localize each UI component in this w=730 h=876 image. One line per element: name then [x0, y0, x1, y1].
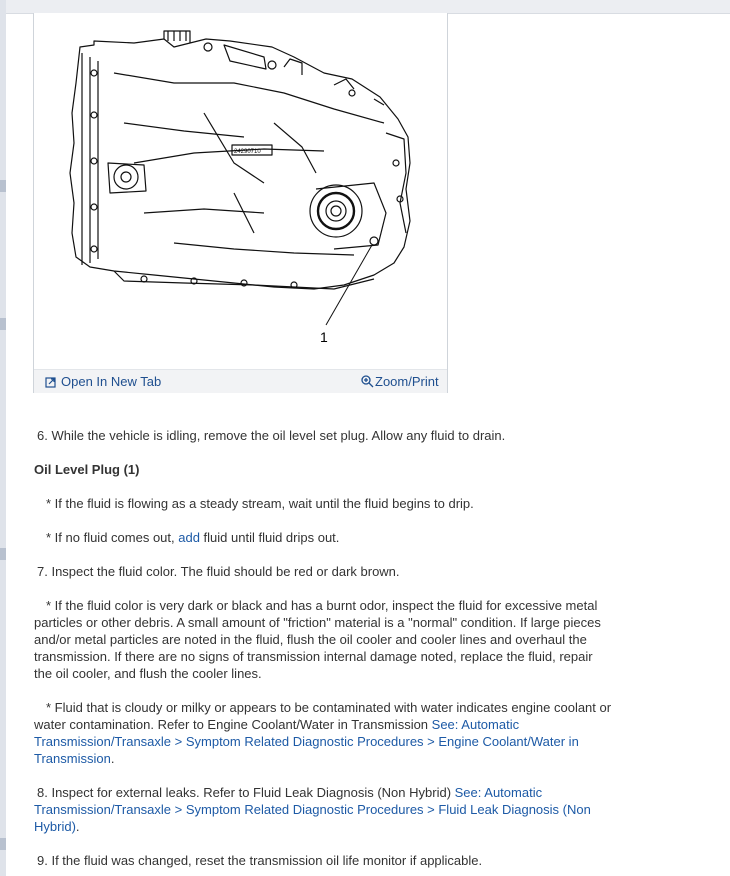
rail-marker [0, 838, 6, 850]
zoom-print-link[interactable] [361, 374, 439, 389]
rail-marker [0, 318, 6, 330]
zoom-print-label: Zoom/Print [375, 374, 439, 389]
step-8 [34, 784, 614, 835]
bullet-steady-stream: * If the fluid is flowing as a steady stream, wait until the fluid begins to drip. [46, 496, 474, 511]
figure-panel [33, 13, 448, 393]
open-in-new-tab-icon [45, 376, 57, 388]
bullet-dark-fluid: * If the fluid color is very dark or black and has a burnt odor, inspect the fluid for excessive metal particles or other debris. A small amount of "friction" material is a "normal" condition. If large pieces and/or metal particles are noted in the fluid, flush the oil cooler and cooler lines and overhaul the transmission. If there are no signs of transmission internal damage noted, replace the fluid, repair the oil cooler, and flush the cooler lines. [34, 598, 601, 681]
bullet-no-fluid-text-end: fluid until fluid drips out. [199, 530, 340, 545]
bullet-no-fluid-text: * If no fluid comes out, [46, 530, 179, 545]
procedure-content [34, 427, 614, 869]
rail-marker [0, 180, 6, 192]
bullet-cloudy-fluid [34, 699, 614, 767]
transmission-diagram [34, 13, 447, 369]
step-9: 9. If the fluid was changed, reset the transmission oil life monitor if applicable. [37, 853, 483, 868]
top-toolbar [6, 0, 730, 14]
step-6: 6. While the vehicle is idling, remove the oil level set plug. Allow any fluid to drain. [37, 428, 506, 443]
callout-label: 1 [320, 329, 328, 345]
step-8-text: 8. Inspect for external leaks. Refer to Fluid Leak Diagnosis (Non Hybrid) [37, 785, 455, 800]
bullet-cloudy-fluid-text: * Fluid that is cloudy or milky or appears to be contaminated with water indicates engine coolant or water contamination. Refer to Engine Coolant/Water in Transmission [34, 700, 612, 732]
oil-level-plug-heading: Oil Level Plug (1) [34, 462, 140, 477]
open-in-new-tab-link[interactable] [45, 374, 161, 389]
step-7: 7. Inspect the fluid color. The fluid should be red or dark brown. [37, 564, 400, 579]
zoom-in-icon [361, 375, 374, 388]
bullet-no-fluid [46, 529, 614, 546]
part-number-label: 24290710 [234, 149, 261, 155]
figure-toolbar [34, 369, 447, 393]
bullet-cloudy-fluid-end: . [110, 751, 115, 766]
left-rail [0, 0, 6, 876]
rail-marker [0, 548, 6, 560]
engine-coolant-link[interactable]: See: Automatic Transmission/Transaxle > Symptom Related Diagnostic Procedures > Engine Coolant/Water in Transmission [34, 717, 579, 766]
fluid-leak-diagnosis-link[interactable]: See: Automatic Transmission/Transaxle > Symptom Related Diagnostic Procedures > Fluid Leak Diagnosis (Non Hybrid) [34, 785, 591, 834]
open-in-new-tab-label: Open In New Tab [61, 374, 162, 389]
step-8-end: . [75, 819, 80, 834]
add-fluid-link[interactable]: add [178, 530, 200, 545]
